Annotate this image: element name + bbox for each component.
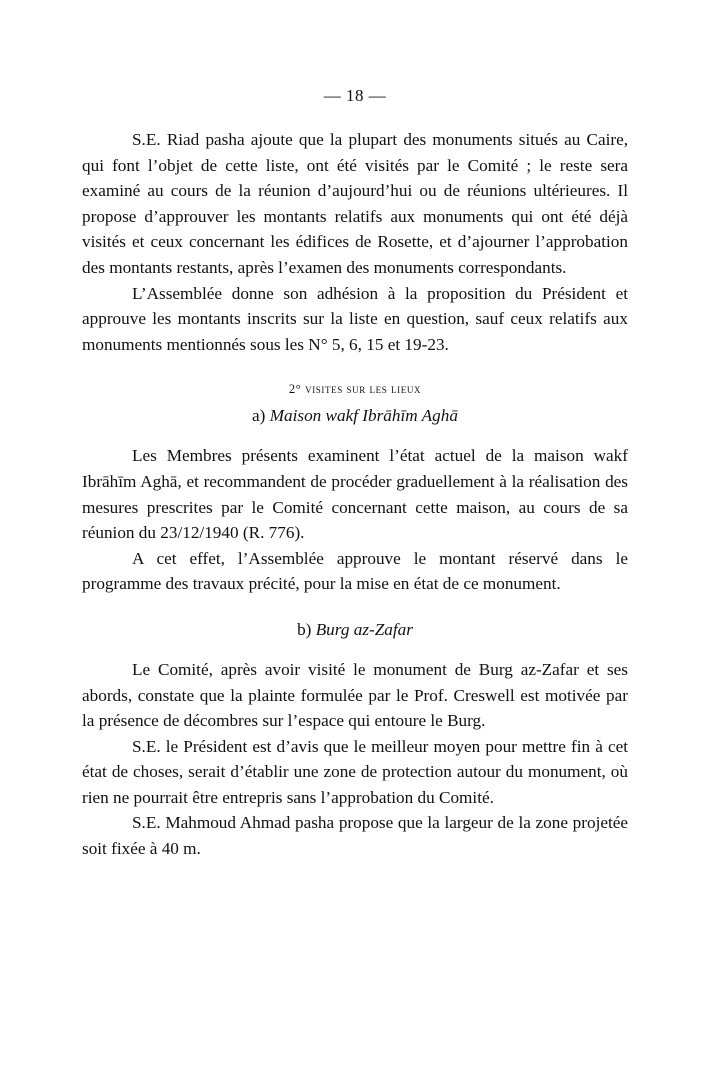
intro-paragraph-1: S.E. Riad pasha ajoute que la plupart des monuments situés au Caire, qui font l’objet de cette liste, ont été visités par le Comité ; le reste sera examiné au cours de la réunion d’aujourd’hui ou de réunions ultérieures. Il propose d’approuver les montants relatifs aux monuments qui ont été déjà visités et ceux concernant les édifices de Rosette, et d’ajourner l’approbation des montants restants, après l’examen des monuments correspondants.	[82, 130, 628, 277]
subsection-b-paragraph-2: S.E. le Président est d’avis que le meilleur moyen pour mettre fin à cet état de choses, serait d’établir une zone de protection autour du monument, où rien ne pourrait être entrepris sans l’approbation du Comité.	[82, 736, 628, 807]
subsection-a-paragraph-2: A cet effet, l’Assemblée approuve le montant réservé dans le programme des travaux précité, pour la mise en état de ce monument.	[82, 548, 628, 594]
subsection-a-title: Maison wakf Ibrāhīm Aghā	[269, 406, 458, 426]
subsection-a-marker: a)	[252, 406, 266, 426]
subsection-a-paragraph-1: Les Membres présents examinent l’état actuel de la maison wakf Ibrāhīm Aghā, et recommandent de procéder graduellement à la réalisation des mesures prescrites par le Comité concernant cette maison, au cours de sa réunion du 23/12/1940 (R. 776).	[82, 446, 628, 543]
subsection-a-heading	[82, 403, 628, 429]
subsection-b-marker: b)	[297, 619, 312, 639]
subsection-b-title: Burg az-Zafar	[315, 619, 413, 639]
section-heading: 2° visites sur les lieux	[288, 382, 422, 397]
body-text	[82, 127, 628, 862]
page-number: — 18 —	[323, 86, 387, 105]
subsection-b-heading	[82, 617, 628, 643]
subsection-b-paragraph-1: Le Comité, après avoir visité le monument de Burg az-Zafar et ses abords, constate que la plainte formulée par le Prof. Creswell est motivée par la présence de décombres sur l’espace qui entoure le Burg.	[82, 659, 628, 731]
intro-paragraph-2: L’Assemblée donne son adhésion à la proposition du Président et approuve les montants inscrits sur la liste en question, sauf ceux relatifs aux monuments mentionnés sous les N° 5, 6, 15 et 19-23.	[82, 283, 628, 354]
subsection-b-paragraph-3: S.E. Mahmoud Ahmad pasha propose que la largeur de la zone projetée soit fixée à 40 m.	[82, 813, 628, 859]
